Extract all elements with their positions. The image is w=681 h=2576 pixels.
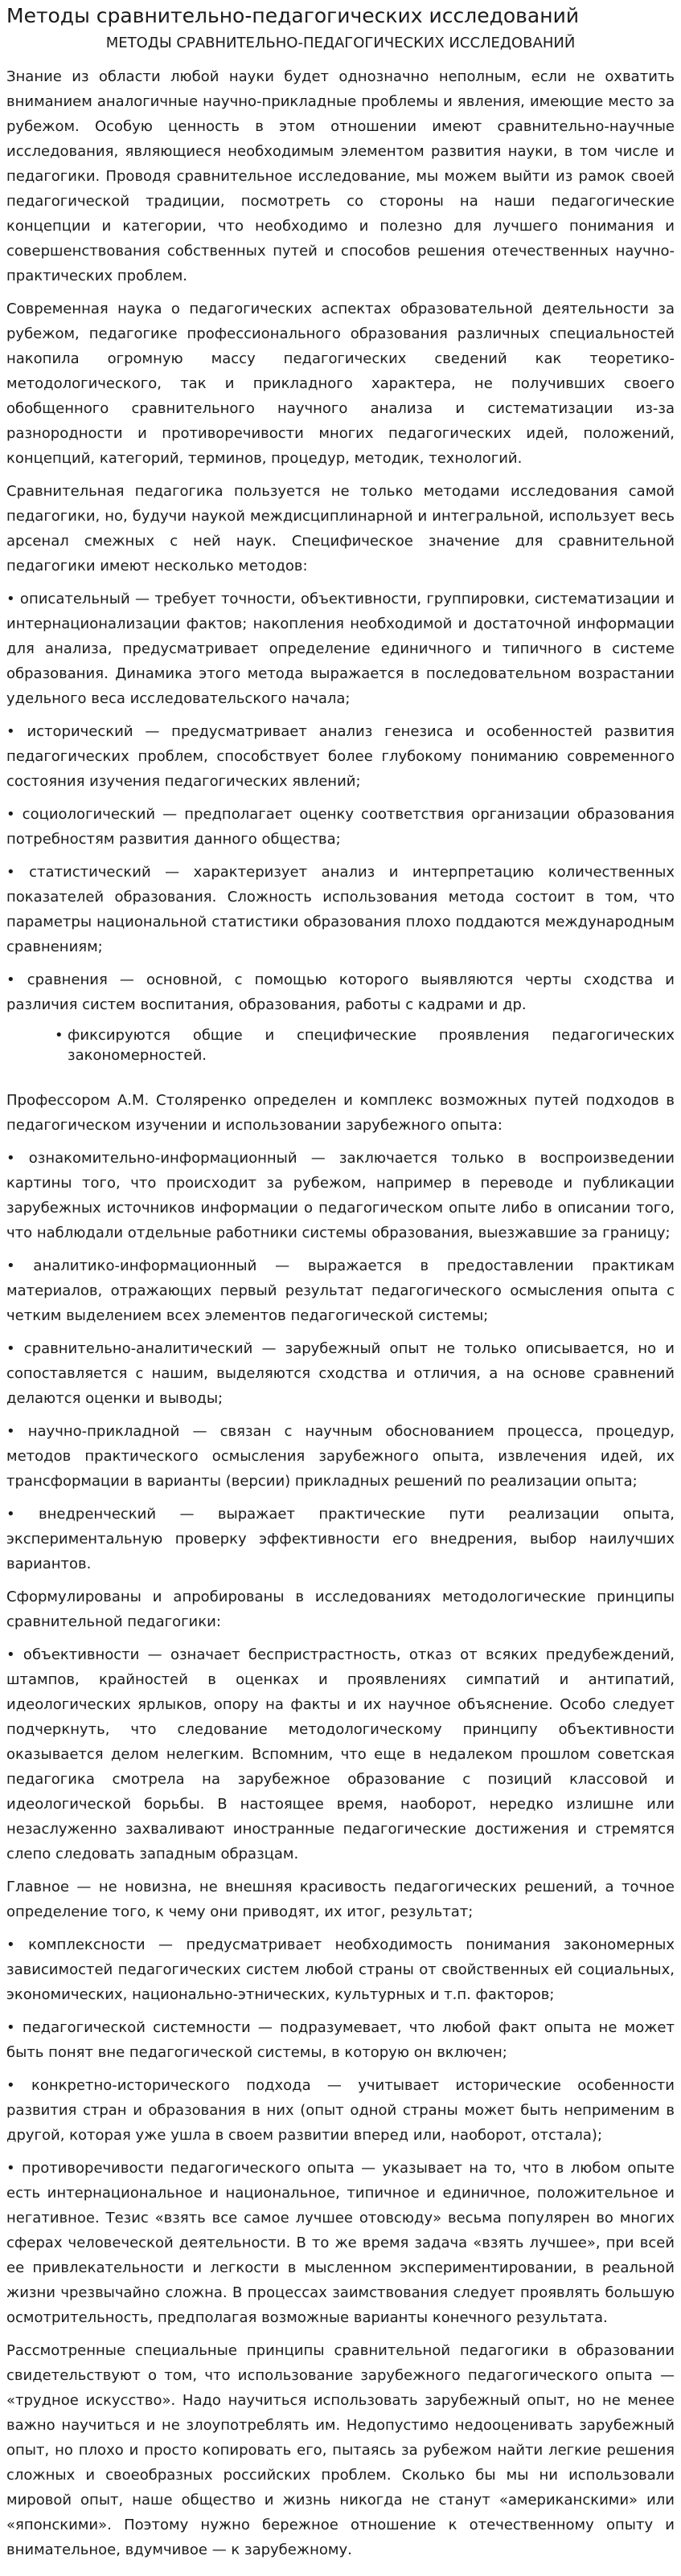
page-title: Методы сравнительно-педагогических исследований (6, 4, 580, 27)
paragraph: Современная наука о педагогических аспектах образовательной деятельности за рубежом, педагогике профессионального образования различных специальностей накопила огромную массу педагогических сведений как теоретико-методологического, так и прикладного характера, не получивших своего обобщенного сравнительного научного анализа и систематизации из-за разнородности и противоречивости многих педагогических идей, положений, концепций, категорий, терминов, процедур, методик, технологий. (6, 301, 675, 467)
list-item-text: фиксируются общие и специфические проявления педагогических закономерностей. (68, 1027, 675, 1064)
principle-item: • противоречивости педагогического опыта — указывает на то, что в любом опыте есть интернациональное и национальное, типичное и единичное, положительное и негативное. Тезис «взять все самое лучшее отовсюду» весьма популярен во многих сферах человеческой деятельности. В то же время задача «взять лучшее», при всей ее привлекательности и легкости в мысленном экспериментировании, в реальной жизни чрезвычайно сложна. В процессах заимствования следует проявлять большую осмотрительность, предполагая возможные варианты конечного результата. (6, 2160, 675, 2326)
approach-item: • ознакомительно-информационный — заключается только в воспроизведении картины того, что происходит за рубежом, например в переводе и публикации зарубежных источников информации о педагогическом опыте либо в описании того, что наблюдали отдельные работники системы образования, выезжавшие за границу; (6, 1150, 675, 1241)
paragraph: Сравнительная педагогика пользуется не только методами исследования самой педагогики, но, будучи наукой междисциплинарной и интегральной, использует весь арсенал смежных с ней наук. Специфическое значение для сравнительной педагогики имеют несколько методов: (6, 483, 675, 574)
paragraph: Рассмотренные специальные принципы сравнительной педагогики в образовании свидетельствуют о том, что использование зарубежного педагогического опыта — «трудное искусство». Надо научиться использовать зарубежный опыт, но не менее важно научиться и не злоупотреблять им. Недопустимо недооценивать зарубежный опыт, но плохо и просто копировать его, пытаясь за рубежом найти легкие решения сложных и своеобразных российских проблем. Сколько бы мы ни использовали мировой опыт, наше общество и жизнь никогда не станут «американскими» или «японскими». Поэтому нужно бережное отношение к отечественному опыту и внимательное, вдумчивое — к зарубежному. (6, 2342, 675, 2558)
article-body-part-1 (6, 64, 675, 1017)
principle-item: • педагогической системности — подразумевает, что любой факт опыта не может быть понят вне педагогической системы, в которую он включен; (6, 2019, 675, 2061)
method-item: • описательный — требует точности, объективности, группировки, систематизации и интернационализации фактов; накопления необходимой и достаточной информации для анализа, предусматривает определение единичного и типичного в системе образования. Динамика этого метода выражается в последовательном возрастании удельного веса исследовательского начала; (6, 591, 675, 707)
principle-item: • комплексности — предусматривает необходимость понимания закономерных зависимостей педагогических систем любой страны от свойственных ей социальных, экономических, национально-этнических, культурных и т.п. факторов; (6, 1936, 675, 2003)
method-item: • сравнения — основной, с помощью которого выявляются черты сходства и различия систем воспитания, образования, работы с кадрами и др. (6, 971, 675, 1013)
paragraph: Сформулированы и апробированы в исследованиях методологические принципы сравнительной педагогики: (6, 1589, 675, 1630)
list-item (55, 1025, 675, 1065)
method-item: • исторический — предусматривает анализ генезиса и особенностей развития педагогических проблем, способствует более глубокому пониманию современного состояния изучения педагогических явлений; (6, 723, 675, 790)
method-item: • социологический — предполагает оценку соответствия организации образования потребностям развития данного общества; (6, 806, 675, 848)
bullet-icon: • (55, 1027, 64, 1044)
approach-item: • научно-прикладной — связан с научным обоснованием процесса, процедур, методов практического осмысления зарубежного опыта, извлечения идей, их трансформации в варианты (версии) прикладных решений по реализации опыта; (6, 1423, 675, 1490)
paragraph: Знание из области любой науки будет однозначно неполным, если не охватить вниманием аналогичные научно-прикладные проблемы и явления, имеющие место за рубежом. Особую ценность в этом отношении имеют сравнительно-научные исследования, являющиеся необходимым элементом развития науки, в том числе и педагогики. Проводя сравнительное исследование, мы можем выйти из рамок своей педагогической традиции, посмотреть со стороны на наши педагогические концепции и категории, что необходимо и полезно для лучшего понимания и совершенствования собственных путей и способов решения отечественных научно-практических проблем. (6, 68, 675, 284)
method-item: • статистический — характеризует анализ и интерпретацию количественных показателей образования. Сложность использования метода состоит в том, что параметры национальной статистики образования плохо поддаются международным сравнениям; (6, 864, 675, 955)
paragraph: Главное — не новизна, не внешняя красивость педагогических решений, а точное определение того, к чему они приводят, их итог, результат; (6, 1879, 675, 1920)
principle-item: • объективности — означает беспристрастность, отказ от всяких предубеждений, штампов, крайностей в оценках и проявлениях симпатий и антипатий, идеологических ярлыков, опору на факты и их научное объяснение. Особо следует подчеркнуть, что следование методологическому принципу объективности оказывается делом нелегким. Вспомним, что еще в недалеком прошлом советская педагогика смотрела на зарубежное образование с позиций классовой и идеологической борьбы. В настоящее время, наоборот, нередко излишне или незаслуженно захваливают иностранные педагогические достижения и стремятся слепо следовать западным образцам. (6, 1646, 675, 1862)
approach-item: • внедренческий — выражает практические пути реализации опыта, экспериментальную проверку эффективности его внедрения, выбор наилучших вариантов. (6, 1506, 675, 1572)
approach-item: • сравнительно-аналитический — зарубежный опыт не только описывается, но и сопоставляется с нашим, выделяются сходства и отличия, а на основе сравнений делаются оценки и выводы; (6, 1340, 675, 1407)
approach-item: • аналитико-информационный — выражается в предоставлении практикам материалов, отражающих первый результат педагогического осмысления опыта с четким выделением всех элементов педагогической системы; (6, 1257, 675, 1324)
article-heading: МЕТОДЫ СРАВНИТЕЛЬНО-ПЕДАГОГИЧЕСКИХ ИССЛЕДОВАНИЙ (105, 35, 576, 51)
principle-item: • конкретно-исторического подхода — учитывает исторические особенности развития стран и образования в них (опыт одной страны может быть неприменим в другой, которая уже ушла в своем развитии вперед или, наоборот, отстала); (6, 2077, 675, 2144)
bullet-list (6, 1025, 675, 1065)
article-body-part-2 (6, 1088, 675, 2562)
paragraph: Профессором А.М. Столяренко определен и комплекс возможных путей подходов в педагогическом изучении и использовании зарубежного опыта: (6, 1092, 675, 1134)
